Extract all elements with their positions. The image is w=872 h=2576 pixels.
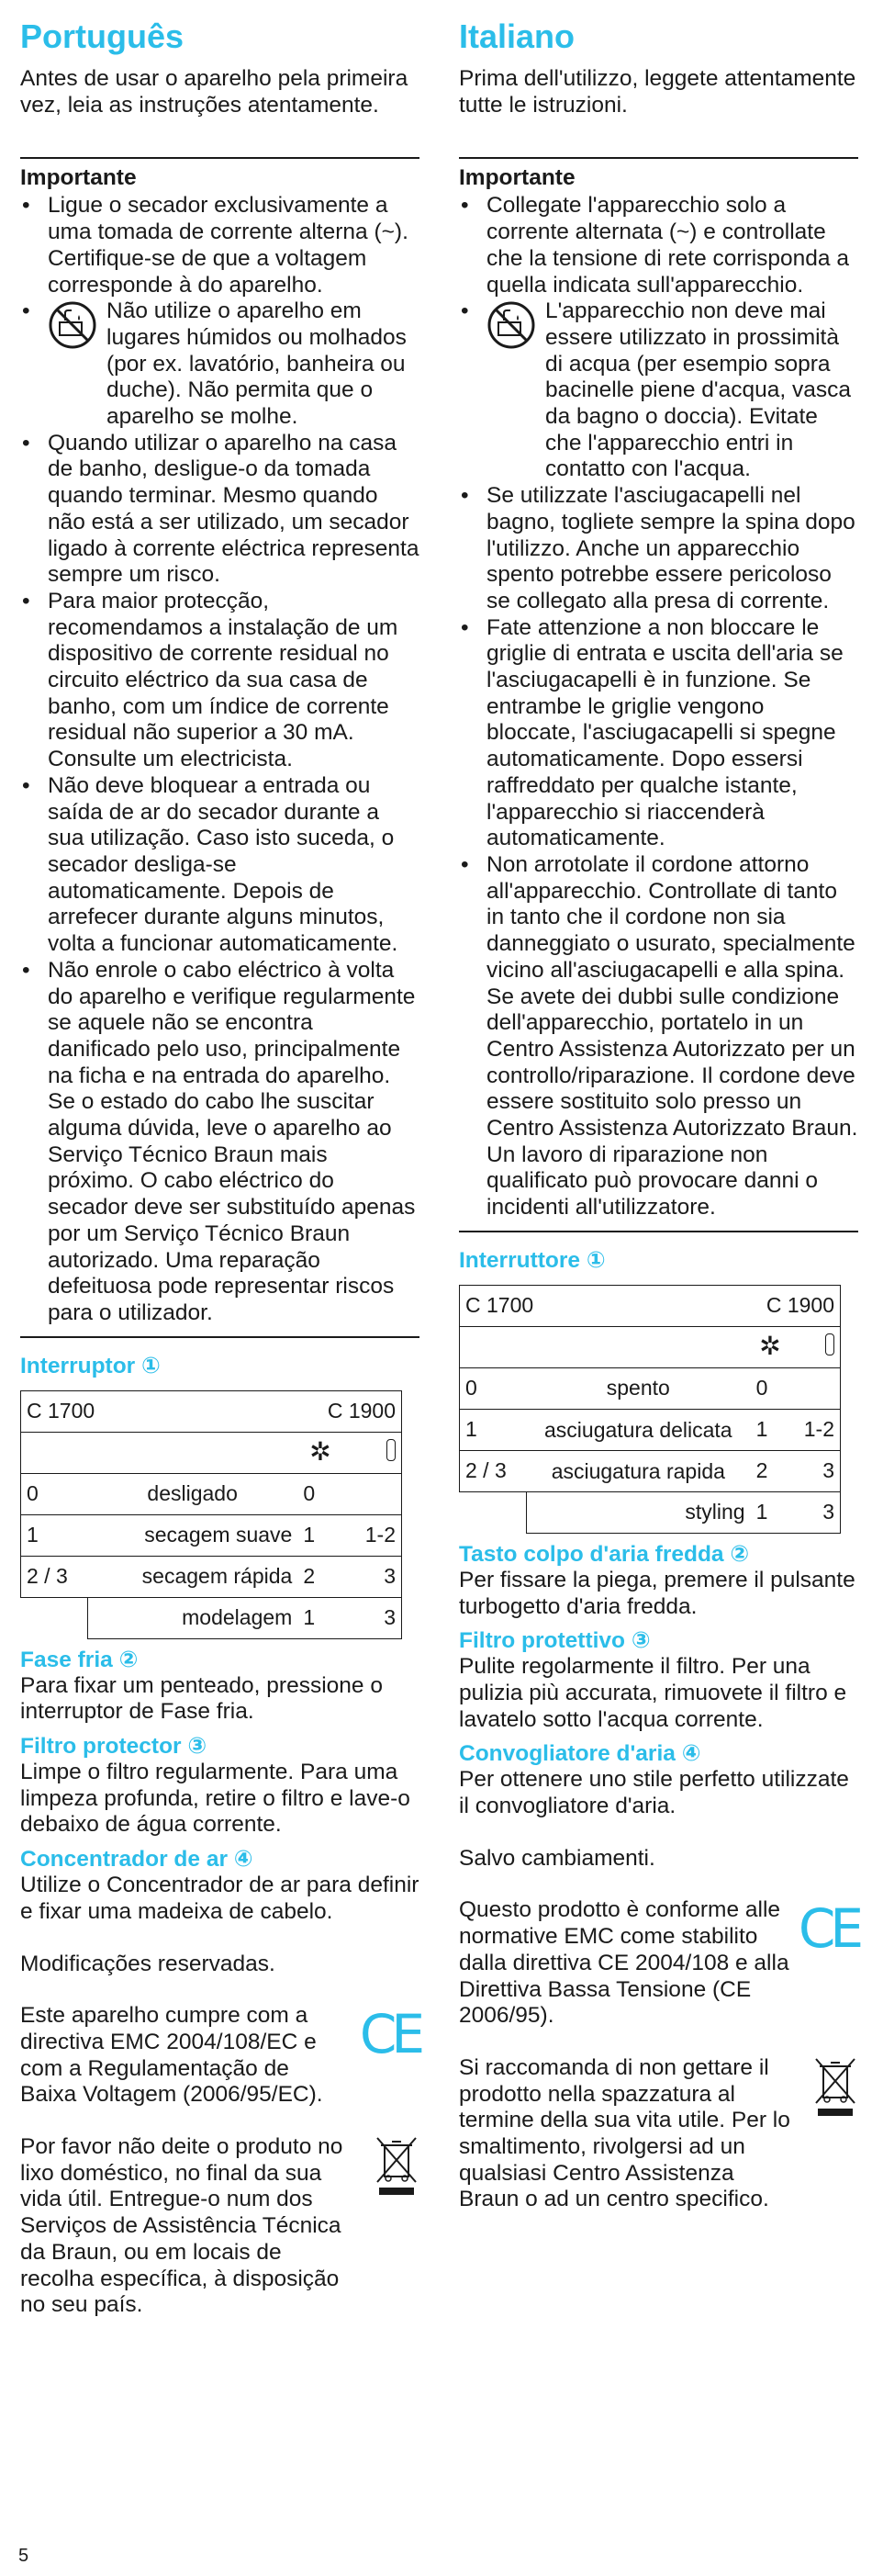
safety-list xyxy=(20,193,419,1326)
switch-table xyxy=(20,1390,402,1639)
column-portuguese xyxy=(20,0,419,2319)
list-item: • Quando utilizar o aparelho na casa de banho, desligue-o da tomada quando terminar. Mesmo quando não está a ser utilizado, um secador ligado à corrente eléctrica representa sempre um risco. xyxy=(20,431,419,589)
divider xyxy=(20,1336,419,1338)
page-number: 5 xyxy=(18,2546,29,2566)
weee-bin-icon xyxy=(374,2134,419,2199)
emc-text: Questo prodotto è conforme alle normative EMC come stabilito dalla direttiva CE 2004/108 e alla Direttiva Bassa Tensione (CE 2006/95). xyxy=(459,1897,789,2029)
list-item: • Non arrotolate il cordone attorno all'apparecchio. Controllate di tanto in tanto che il cordone non sia danneggiato o usurato, specialmente vicino all'asciugacapelli e alla spina. Se avete dei dubbi sulle condizione dell'apparecchio, portatelo in un Centro Assistenza Autorizzato per un controllo/riparazione. Il cordone deve essere sostituito solo presso un Centro Assistenza Autorizzato Braun. Un lavoro di riparazione non qualificato può provocare danni o incidenti all'utilizzatore. xyxy=(459,852,858,1221)
concentrator-heading: Convogliatore d'aria ④ xyxy=(459,1741,701,1767)
table-row: 1 secagem suave 1 1-2 xyxy=(21,1514,402,1556)
divider xyxy=(459,1231,858,1232)
concentrator-text: Per ottenere uno stile perfetto utilizzate il convogliatore d'aria. xyxy=(459,1767,849,1819)
intro-text: Antes de usar o aparelho pela primeira vez, leia as instruções atentamente. xyxy=(20,66,408,118)
table-row: 2 / 3 asciugatura rapida 2 3 xyxy=(460,1450,841,1491)
safety-list xyxy=(459,193,858,1221)
list-item: • Fate attenzione a non bloccare le griglie di entrata e uscita dell'aria se l'asciugacapelli è in funzione. Se entrambe le griglie vengono bloccate, l'asciugacapelli si spegne automaticamente. Dopo essersi raffreddato per qualche istante, l'apparecchio si riaccenderà automaticamente. xyxy=(459,615,858,852)
table-row: 0 spento 0 xyxy=(460,1367,841,1409)
cool-shot-heading: Tasto colpo d'aria fredda ② xyxy=(459,1541,750,1567)
concentrator-text: Utilize o Concentrador de ar para definir e fixar uma madeixa de cabelo. xyxy=(20,1873,419,1924)
fan-icon: ✲ xyxy=(309,1437,331,1467)
filter-text: Pulite regolarmente il filtro. Per una pulizia più accurata, rimuovete il filtro e lavatelo sotto l'acqua corrente. xyxy=(459,1654,847,1732)
important-heading: Importante xyxy=(459,165,576,191)
disposal-text: Por favor não deite o produto no lixo doméstico, no final da sua vida útil. Entregue-o num dos Serviços de Assistência Técnica da Braun, ou em locais de recolha específica, à disposição no seu país. xyxy=(20,2134,343,2318)
table-row: styling 1 3 xyxy=(460,1491,841,1533)
table-row: 2 / 3 secagem rápida 2 3 xyxy=(21,1556,402,1597)
table-row: 1 asciugatura delicata 1 1-2 xyxy=(460,1409,841,1450)
model-b-label: C 1900 xyxy=(297,1390,401,1432)
list-item: • Não deve bloquear a entrada ou saída de ar do secador durante a sua utilização. Caso isto suceda, o secador desliga-se automaticamente. Depois de arrefecer durante alguns minutos, volta a funcionar automaticamente. xyxy=(20,773,419,958)
table-row: 0 desligado 0 xyxy=(21,1473,402,1514)
list-item: • Collegate l'apparecchio solo a corrente alternata (~) e controllate che la tensione di rete corrisponda a quella indicata sull'apparecchio. xyxy=(459,193,858,298)
switch-table xyxy=(459,1285,841,1534)
thermometer-icon xyxy=(825,1333,834,1355)
cool-shot-text: Para fixar um penteado, pressione o interruptor de Fase fria. xyxy=(20,1672,383,1725)
filter-heading: Filtro protector ③ xyxy=(20,1734,207,1760)
intro-text: Prima dell'utilizzo, leggete attentamente tutte le istruzioni. xyxy=(459,66,856,118)
switch-heading: Interruttore ① xyxy=(459,1247,606,1273)
thermometer-icon xyxy=(386,1439,396,1461)
emc-text: Este aparelho cumpre com a directiva EMC 2004/108/EC e com a Regulamentação de Baixa Voltagem (2006/95/EC). xyxy=(20,2003,323,2108)
reserved-text: Salvo cambiamenti. xyxy=(459,1845,655,1871)
model-a-label: C 1700 xyxy=(460,1285,751,1326)
list-item-text: • Não utilize o aparelho em lugares húmidos ou molhados (por ex. lavatório, banheira ou duche). Não permita que o aparelho se molhe. xyxy=(106,298,407,430)
switch-heading: Interruptor ① xyxy=(20,1353,161,1378)
concentrator-heading: Concentrador de ar ④ xyxy=(20,1847,253,1873)
disposal-text: Si raccomanda di non gettare il prodotto nella spazzatura al termine della sua vita utile. Per lo smaltimento, rivolgersi ad un qualsiasi Centro Assistenza Braun o ad un centro specifico. xyxy=(459,2054,790,2212)
weee-bin-icon xyxy=(812,2055,858,2120)
no-water-icon xyxy=(486,300,536,350)
list-item: • Se utilizzate l'asciugacapelli nel bagno, togliete sempre la spina dopo l'utilizzo. Anche un apparecchio spento potrebbe essere pericoloso se collegato alla presa di corrente. xyxy=(459,483,858,615)
cool-shot-text: Per fissare la piega, premere il pulsante turbogetto d'aria fredda. xyxy=(459,1567,855,1619)
fan-icon: ✲ xyxy=(759,1332,781,1361)
list-item: • Não enrole o cabo eléctrico à volta do aparelho e verifique regularmente se aquele não se encontra danificado pelo uso, principalmente na ficha e na entrada do aparelho. Se o estado do cabo lhe suscitar alguma dúvida, leve o aparelho ao Serviço Técnico Braun mais próximo. O cabo eléctrico do secador deve ser substituído apenas por um Serviço Técnico Braun autorizado. Uma reparação defeituosa pode representar riscos para o utilizador. xyxy=(20,958,419,1327)
ce-mark-icon: CE xyxy=(359,2003,419,2066)
column-italian xyxy=(459,0,858,2213)
divider xyxy=(20,157,419,159)
section-title-it: Italiano xyxy=(459,17,576,55)
list-item: • Ligue o secador exclusivamente a uma tomada de corrente alterna (~). Certifique-se de que a voltagem corresponde à do aparelho. xyxy=(20,193,419,298)
reserved-text: Modificações reservadas. xyxy=(20,1951,275,1976)
list-item xyxy=(20,298,419,431)
list-item-text: • L'apparecchio non deve mai essere utilizzato in prossimità di acqua (per esempio sopra bacinelle piene d'acqua, vasca da bagno o doccia). Evitate che l'apparecchio entri in contatto con l'acqua. xyxy=(545,298,851,482)
model-b-label: C 1900 xyxy=(751,1285,841,1326)
model-a-label: C 1700 xyxy=(21,1390,298,1432)
table-row: modelagem 1 3 xyxy=(21,1597,402,1638)
divider xyxy=(459,157,858,159)
list-item xyxy=(459,298,858,483)
filter-heading: Filtro protettivo ③ xyxy=(459,1628,651,1654)
list-item: • Para maior protecção, recomendamos a instalação de um dispositivo de corrente residual no circuito eléctrico da sua casa de banho, com um índice de corrente residual não superior a 30 mA. Consulte um electricista. xyxy=(20,589,419,773)
section-title-pt: Português xyxy=(20,17,184,55)
filter-text: Limpe o filtro regularmente. Para uma limpeza profunda, retire o filtro e lave-o debaixo de água corrente. xyxy=(20,1760,410,1838)
cool-shot-heading: Fase fria ② xyxy=(20,1647,139,1672)
no-water-icon xyxy=(48,300,97,350)
ce-mark-icon: CE xyxy=(798,1897,858,1961)
important-heading: Importante xyxy=(20,165,137,191)
